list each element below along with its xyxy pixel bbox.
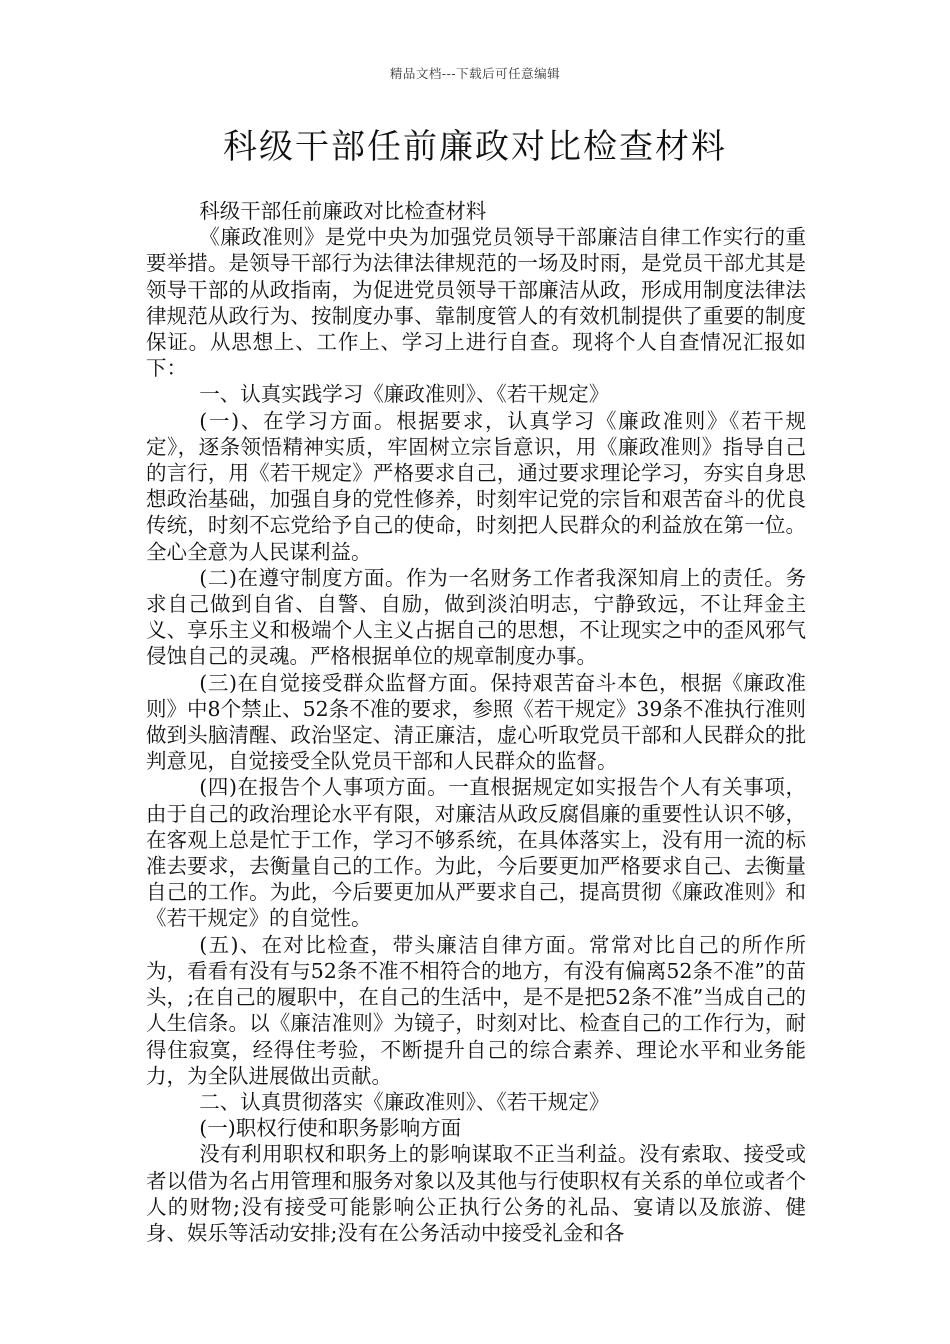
document-title: 科级干部任前廉政对比检查材料	[223, 127, 727, 167]
page-header: 精品文档---下载后可任意编辑	[389, 66, 561, 81]
section-heading: 二、认真贯彻落实《廉政准则》、《若干规定》	[199, 1089, 610, 1114]
body-paragraph: (五)、在对比检查，带头廉洁自律方面。常常对比自己的所作所为，看看有没有与52条不准不相符合的地方，有没有偏离52条不准”的苗头，;在自己的履职中，在自己的生活中，是不是把52条不准”当成自己的人生信条。以《廉洁准则》为镜子，时刻对比、检查自己的工作行为，耐得住寂寞，经得住考验，不断提升自己的综合素养、理论水平和业务能力，为全队进展做出贡献。	[146, 932, 806, 1088]
document-body	[146, 198, 806, 1246]
body-paragraph: 科级干部任前廉政对比检查材料	[199, 199, 487, 223]
body-paragraph: 没有利用职权和职务上的影响谋取不正当利益。没有索取、接受或者以借为名占用管理和服务对象以及其他与行使职权有关系的单位或者个人的财物;没有接受可能影响公正执行公务的礼品、宴请以及旅游、健身、娱乐等活动安排;没有在公务活动中接受礼金和各	[146, 1142, 806, 1245]
section-heading: 一、认真实践学习《廉政准则》、《若干规定》	[199, 382, 610, 407]
body-paragraph: (一)、在学习方面。根据要求，认真学习《廉政准则》《若干规定》，逐条领悟精神实质，牢固树立宗旨意识，用《廉政准则》指导自己的言行，用《若干规定》严格要求自己，通过要求理论学习，夯实自身思想政治基础，加强自身的党性修养，时刻牢记党的宗旨和艰苦奋斗的优良传统，时刻不忘党给予自己的使命，时刻把人民群众的利益放在第一位。全心全意为人民谋利益。	[146, 408, 806, 564]
body-paragraph: (二)在遵守制度方面。作为一名财务工作者我深知肩上的责任。务求自己做到自省、自警、自励，做到淡泊明志，宁静致远，不让拜金主义、享乐主义和极端个人主义占据自己的思想，不让现实之中的歪风邪气侵蚀自己的灵魂。严格根据单位的规章制度办事。	[146, 565, 806, 669]
subsection-heading: (一)职权行使和职务影响方面	[199, 1116, 462, 1141]
body-paragraph: (四)在报告个人事项方面。一直根据规定如实报告个人有关事项，由于自己的政治理论水平有限，对廉洁从政反腐倡廉的重要性认识不够，在客观上总是忙于工作，学习不够系统，在具体落实上，没有用一流的标准去要求，去衡量自己的工作。为此，今后要更加严格要求自己、去衡量自己的工作。为此，今后要更加从严要求自己，提高贯彻《廉政准则》和《若干规定》的自觉性。	[146, 775, 806, 931]
body-paragraph: 《廉政准则》是党中央为加强党员领导干部廉洁自律工作实行的重要举措。是领导干部行为法律法律规范的一场及时雨，是党员干部尤其是领导干部的从政指南，为促进党员领导干部廉洁从政，形成用制度法律法律规范从政行为、按制度办事、靠制度管人的有效机制提供了重要的制度保证。从思想上、工作上、学习上进行自查。现将个人自查情况汇报如下：	[146, 225, 806, 381]
body-paragraph: (三)在自觉接受群众监督方面。保持艰苦奋斗本色，根据《廉政准则》中8个禁止、52条不准的要求，参照《若干规定》39条不准执行准则做到头脑清醒、政治坚定、清正廉洁，虚心听取党员干部和人民群众的批判意见，自觉接受全队党员干部和人民群众的监督。	[146, 670, 806, 774]
